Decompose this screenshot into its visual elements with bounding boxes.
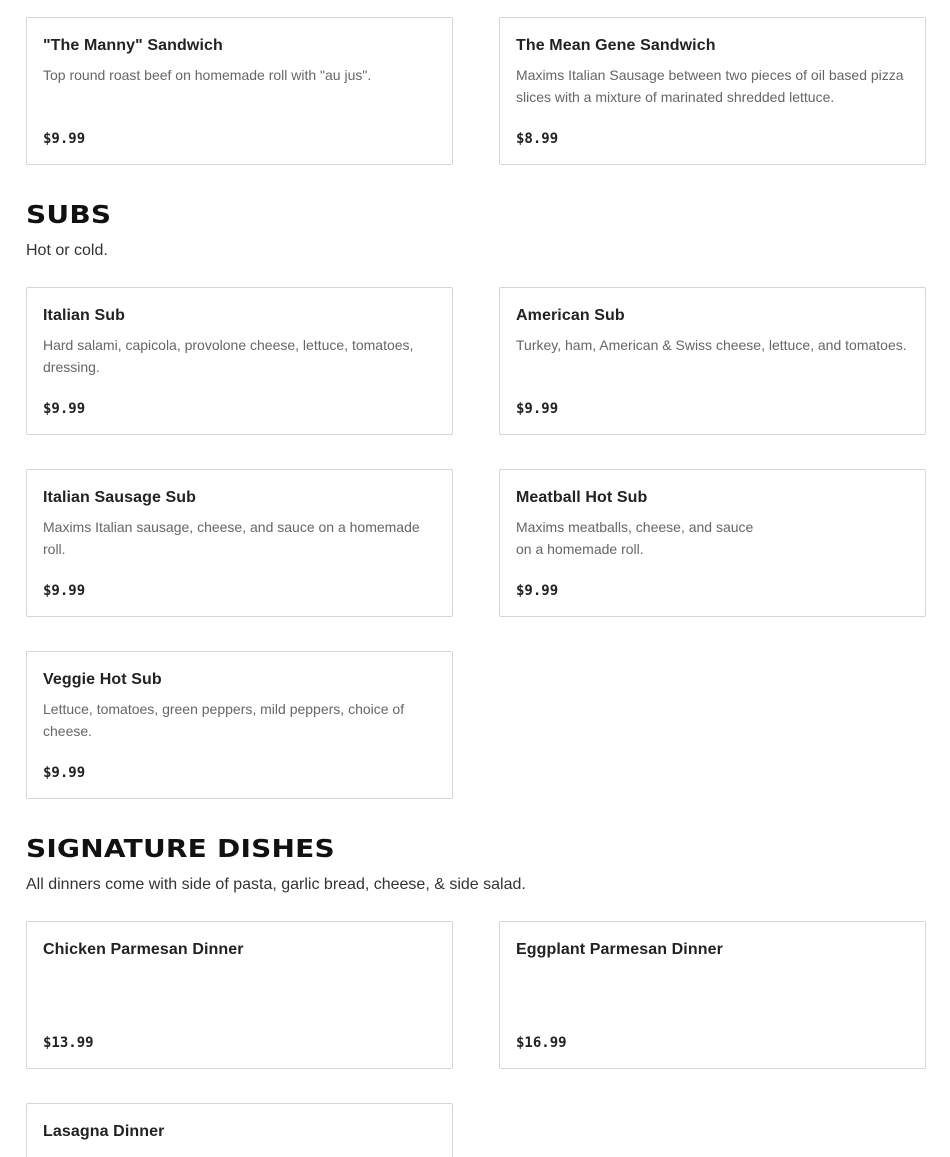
menu-item-card[interactable]: [26, 469, 453, 617]
item-description: Maxims Italian Sausage between two pieces of oil based pizza slices with a mixture of marinated shredded lettuce.: [516, 67, 904, 105]
item-price: $9.99: [43, 401, 86, 417]
menu-item-card[interactable]: [26, 1103, 453, 1157]
item-name: Lasagna Dinner: [43, 1123, 165, 1140]
item-price: $9.99: [516, 583, 559, 599]
item-description: Turkey, ham, American & Swiss cheese, lettuce, and tomatoes.: [516, 337, 907, 353]
section-title-subs: SUBS: [26, 200, 112, 229]
menu-item-card[interactable]: [26, 921, 453, 1069]
item-name: Eggplant Parmesan Dinner: [516, 941, 723, 958]
item-description: Top round roast beef on homemade roll with "au jus".: [43, 67, 372, 83]
item-name: The Mean Gene Sandwich: [516, 37, 716, 54]
item-price: $9.99: [516, 401, 559, 417]
item-price: $13.99: [43, 1035, 94, 1051]
item-price: $9.99: [43, 765, 86, 781]
item-price: $16.99: [516, 1035, 567, 1051]
item-name: Italian Sub: [43, 307, 125, 324]
item-description: Maxims meatballs, cheese, and sauce on a homemade roll.: [516, 519, 754, 557]
item-price: $8.99: [516, 131, 559, 147]
item-name: Italian Sausage Sub: [43, 489, 197, 506]
item-name: American Sub: [516, 307, 625, 324]
section-subtitle-signature-dishes: All dinners come with side of pasta, garlic bread, cheese, & side salad.: [26, 876, 526, 893]
menu-item-card[interactable]: [26, 287, 453, 435]
menu-item-card[interactable]: [499, 921, 926, 1069]
item-price: $9.99: [43, 131, 86, 147]
item-name: "The Manny" Sandwich: [43, 37, 223, 54]
item-name: Veggie Hot Sub: [43, 671, 162, 688]
item-description: Maxims Italian sausage, cheese, and sauce on a homemade roll.: [43, 519, 420, 557]
menu-item-card[interactable]: [499, 469, 926, 617]
menu-item-card[interactable]: [499, 17, 926, 165]
item-description: Lettuce, tomatoes, green peppers, mild peppers, choice of cheese.: [43, 701, 405, 739]
section-title-signature-dishes: SIGNATURE DISHES: [26, 834, 335, 863]
item-name: Meatball Hot Sub: [516, 489, 648, 506]
section-subtitle-subs: Hot or cold.: [26, 242, 108, 259]
menu-item-card[interactable]: [499, 287, 926, 435]
item-name: Chicken Parmesan Dinner: [43, 941, 244, 958]
item-price: $9.99: [43, 583, 86, 599]
item-description: Hard salami, capicola, provolone cheese, lettuce, tomatoes, dressing.: [43, 337, 414, 375]
menu-item-card[interactable]: [26, 17, 453, 165]
menu-item-card[interactable]: [26, 651, 453, 799]
